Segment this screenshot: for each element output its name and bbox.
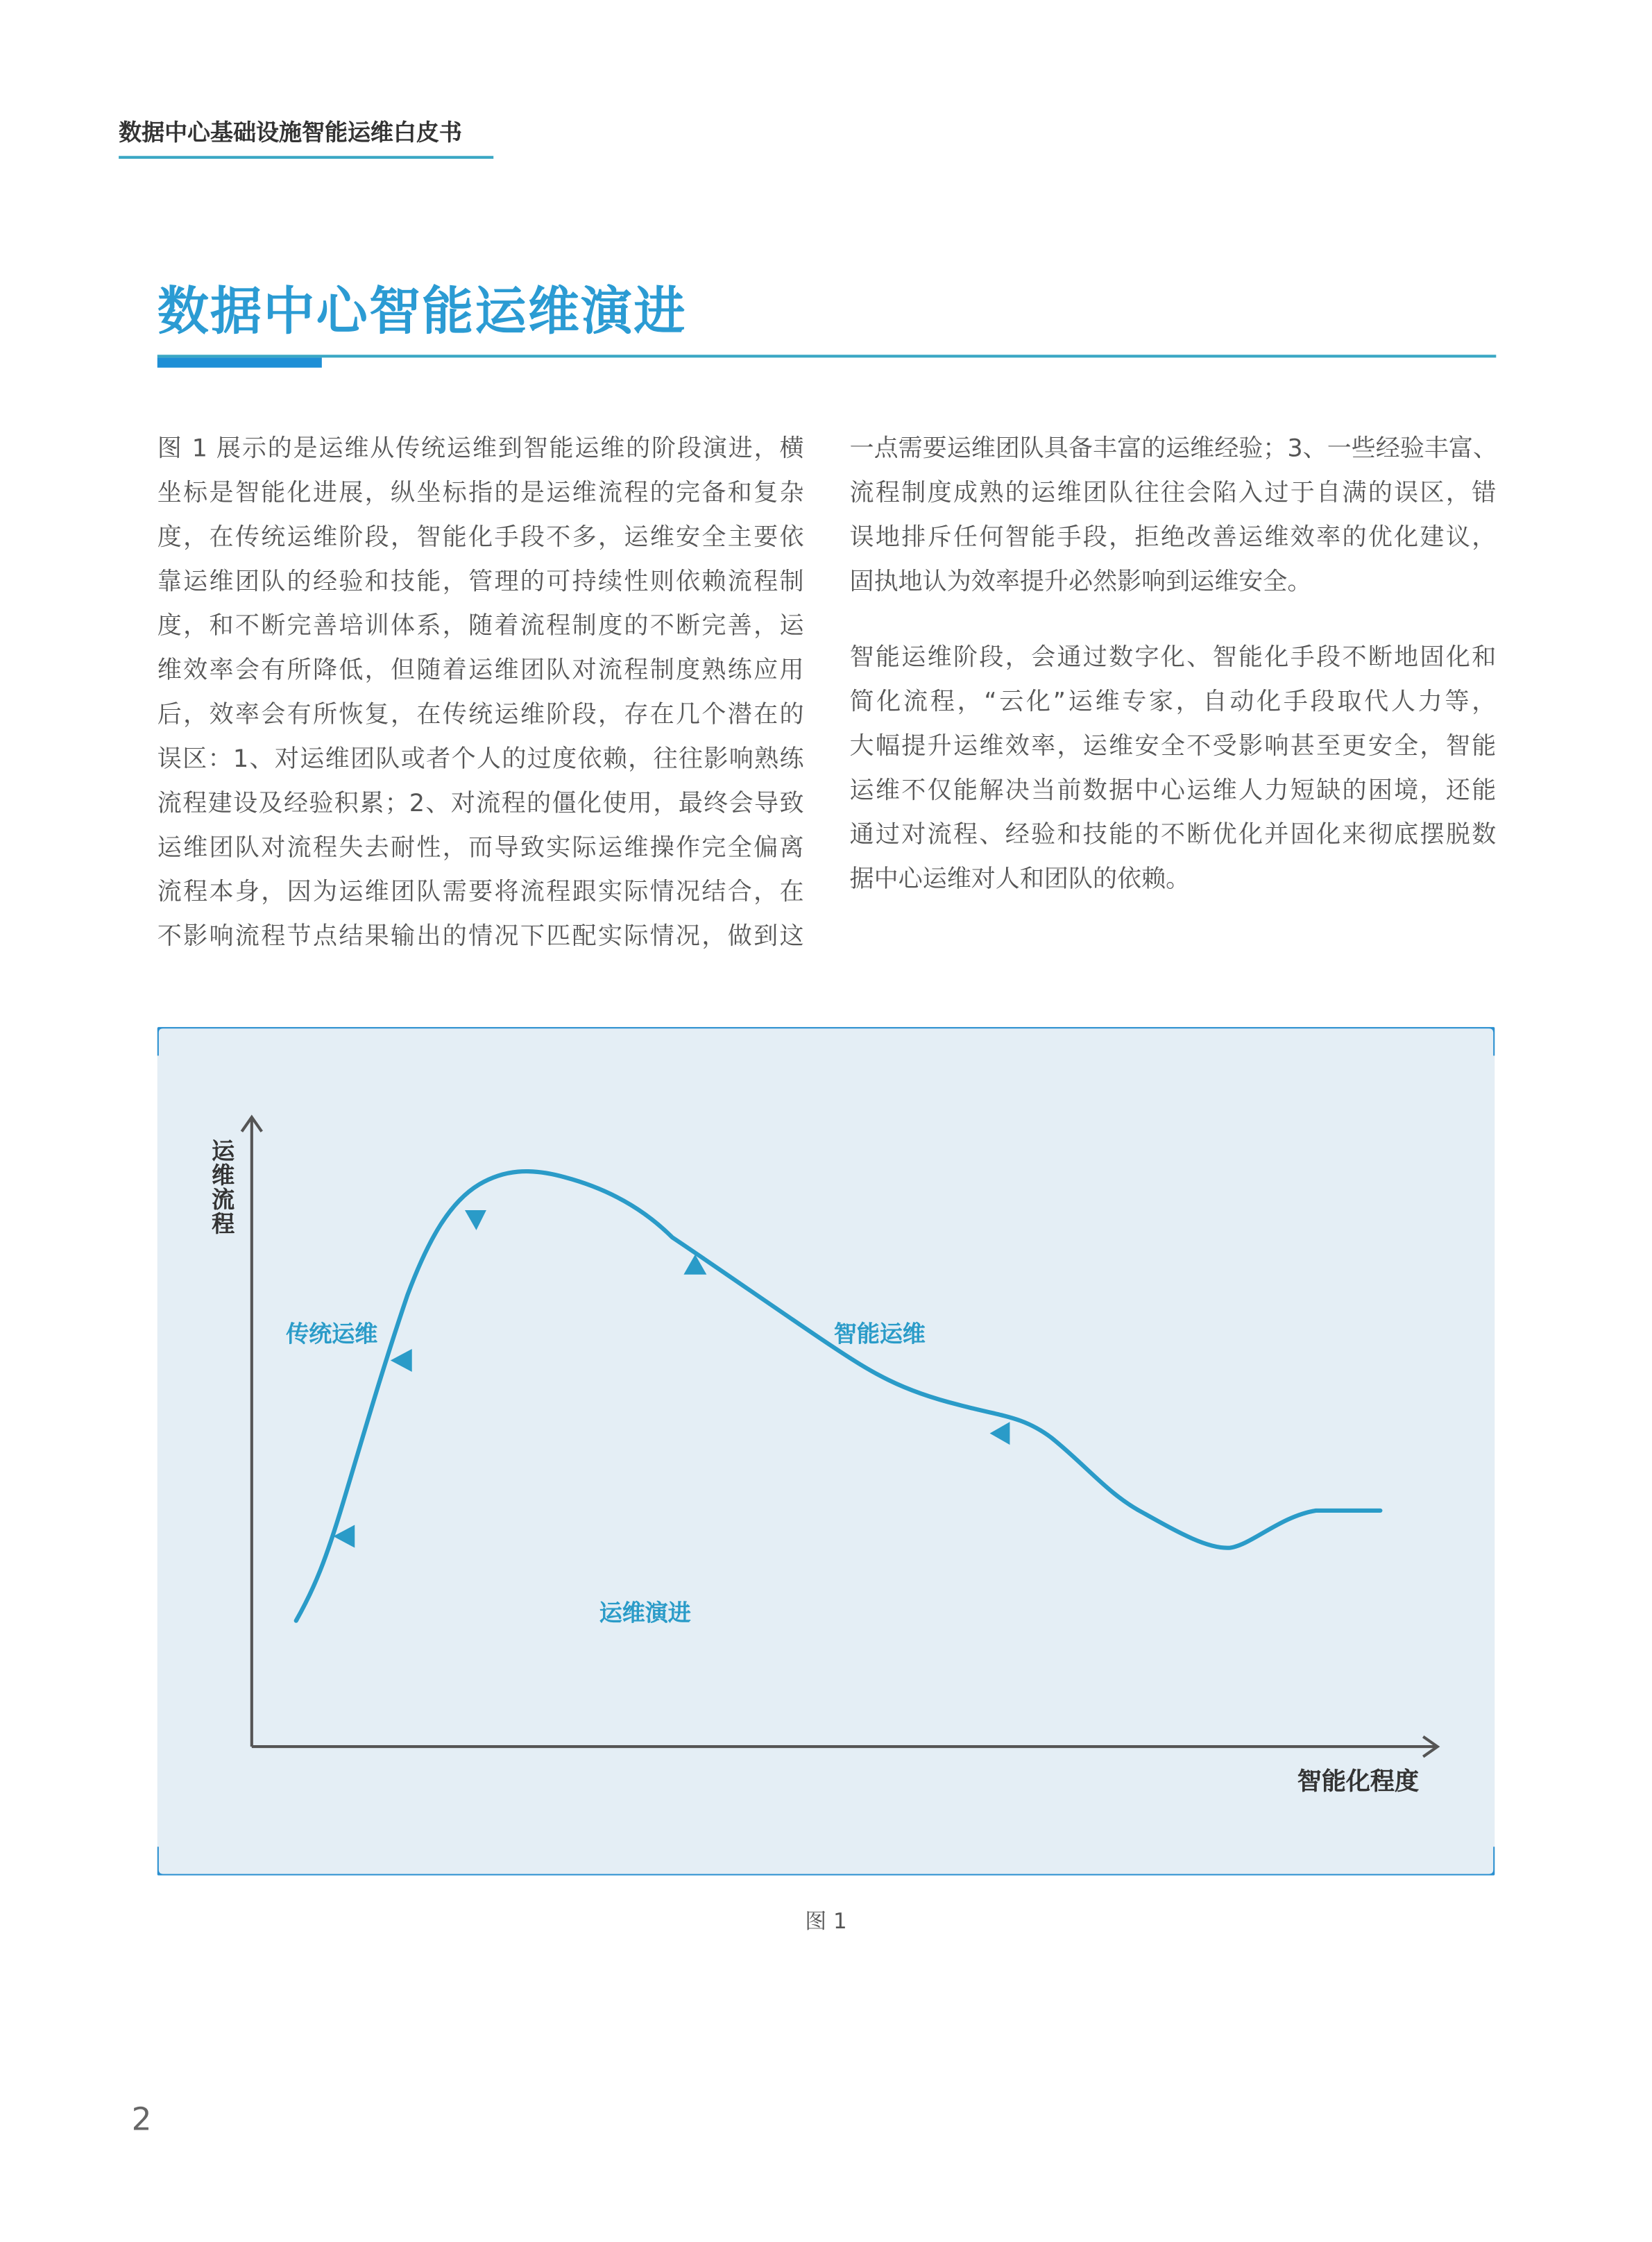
text-line: 运维团队对流程失去耐性，而导致实际运维操作完全偏离	[157, 833, 804, 863]
label-ops-evolution: 运维演进	[599, 1599, 691, 1627]
arrow-marker-2-icon	[391, 1349, 412, 1372]
text-line: 误区：1、对运维团队或者个人的过度依赖，往往影响熟练	[157, 745, 804, 774]
text-line: 不影响流程节点结果输出的情况下匹配实际情况，做到这	[157, 922, 804, 951]
text-line: 靠运维团队的经验和技能，管理的可持续性则依赖流程制	[157, 568, 804, 597]
text-line: 误地排斥任何智能手段，拒绝改善运维效率的优化建议，	[849, 523, 1497, 552]
running-header-underline	[119, 156, 493, 159]
y-axis-label: 运维流程	[212, 1137, 235, 1238]
text-line: 图 1 展示的是运维从传统运维到智能运维的阶段演进，横	[157, 434, 804, 464]
text-line: 固执地认为效率提升必然影响到运维安全。	[849, 568, 1312, 597]
text-line: 流程制度成熟的运维团队往往会陷入过于自满的误区，错	[849, 479, 1497, 508]
label-intelligent-ops: 智能运维	[833, 1320, 926, 1348]
text-line: 一点需要运维团队具备丰富的运维经验；3、一些经验丰富、	[849, 434, 1498, 464]
text-line: 坐标是智能化进展，纵坐标指的是运维流程的完备和复杂	[157, 479, 804, 508]
text-line: 度，和不断完善培训体系，随着流程制度的不断完善，运	[157, 612, 804, 641]
page-number: 2	[131, 2103, 152, 2139]
text-line: 通过对流程、经验和技能的不断优化并固化来彻底摆脱数	[849, 821, 1497, 850]
right-column-text	[850, 427, 1497, 902]
text-line: 流程本身，因为运维团队需要将流程跟实际情况结合，在	[157, 878, 804, 907]
evolution-diagram	[157, 1027, 1495, 1875]
paragraph-gap	[850, 605, 1497, 636]
text-line: 度，在传统运维阶段，智能化手段不多，运维安全主要依	[157, 523, 804, 552]
title-rule	[157, 355, 1497, 357]
arrow-marker-5-icon	[990, 1422, 1010, 1445]
label-traditional-ops: 传统运维	[286, 1320, 378, 1348]
text-line: 运维不仅能解决当前数据中心运维人力短缺的困境，还能	[849, 776, 1497, 806]
evolution-curve	[296, 1171, 1381, 1621]
x-axis-label: 智能化程度	[1297, 1768, 1420, 1797]
left-column-text	[157, 427, 804, 960]
section-title: 数据中心智能运维演进	[157, 283, 687, 342]
text-line: 简化流程，“云化”运维专家，自动化手段取代人力等，	[849, 688, 1497, 717]
arrow-marker-3-icon	[465, 1210, 486, 1230]
text-line: 流程建设及经验积累；2、对流程的僵化使用，最终会导致	[157, 789, 804, 819]
text-line: 大幅提升运维效率，运维安全不受影响甚至更安全，智能	[849, 732, 1497, 761]
text-line: 据中心运维对人和团队的依赖。	[849, 865, 1191, 894]
text-line: 后，效率会有所恢复，在传统运维阶段，存在几个潜在的	[157, 701, 804, 730]
running-header-title: 数据中心基础设施智能运维白皮书	[119, 119, 462, 146]
title-accent-bar	[157, 357, 322, 367]
text-line: 维效率会有所降低，但随着运维团队对流程制度熟练应用	[157, 656, 804, 686]
figure-1-panel	[157, 1027, 1495, 1875]
text-line: 智能运维阶段，会通过数字化、智能化手段不断地固化和	[849, 643, 1497, 672]
figure-caption: 图 1	[805, 1908, 847, 1935]
